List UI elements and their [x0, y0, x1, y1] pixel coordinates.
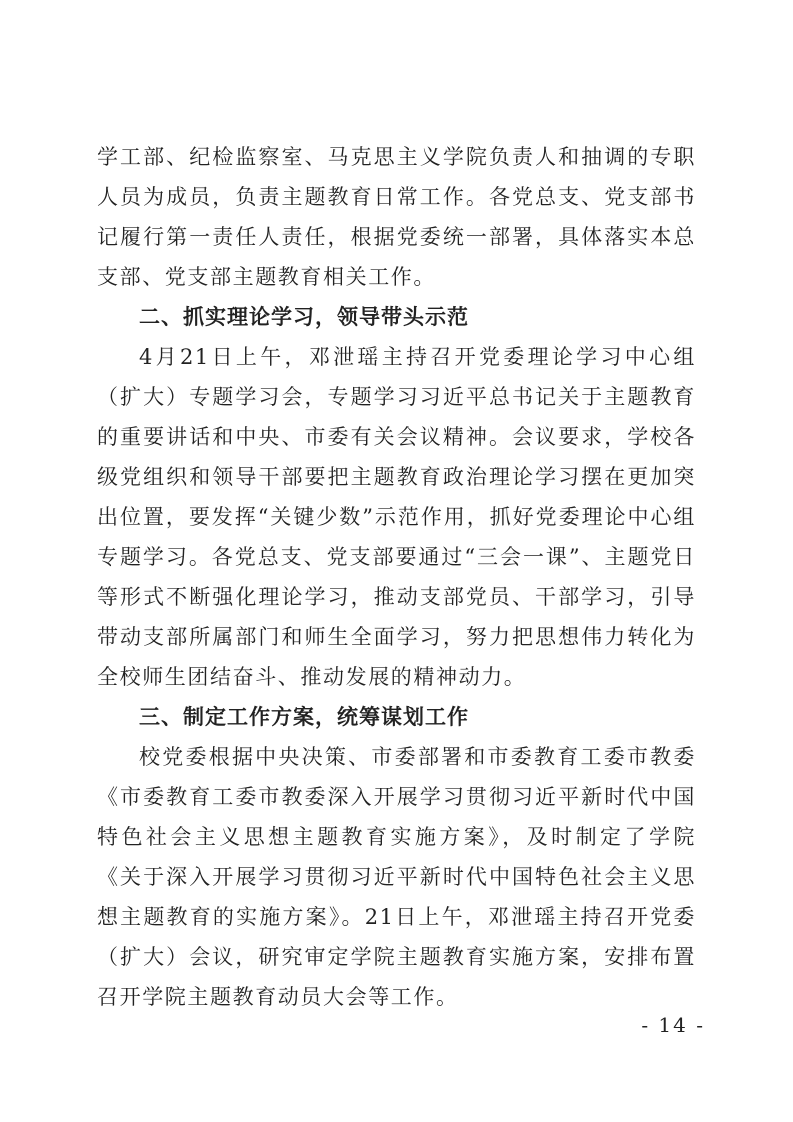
paragraph-continuation: 学工部、纪检监察室、马克思主义学院负责人和抽调的专职人员为成员，负责主题教育日常工作。各党总支、党支部书记履行第一责任人责任，根据党委统一部署，具体落实本总支部、党支部主题教育相关工作。 [97, 145, 696, 289]
section-heading-2: 二、抓实理论学习，领导带头示范 [139, 305, 469, 329]
document-body [97, 137, 696, 1017]
paragraph-work-plan: 校党委根据中央决策、市委部署和市委教育工委市教委《市委教育工委市教委深入开展学习贯彻习近平新时代中国特色社会主义思想主题教育实施方案》，及时制定了学院《关于深入开展学习贯彻习近平新时代中国特色社会主义思想主题教育的实施方案》。21日上午，邓泄瑶主持召开党委（扩大）会议，研究审定学院主题教育实施方案，安排布置召开学院主题教育动员大会等工作。 [97, 745, 696, 1009]
page-number: - 14 - [641, 1013, 705, 1037]
section-heading-3: 三、制定工作方案，统筹谋划工作 [139, 705, 469, 729]
paragraph-theory-study: 4月21日上午，邓泄瑶主持召开党委理论学习中心组（扩大）专题学习会，专题学习习近平总书记关于主题教育的重要讲话和中央、市委有关会议精神。会议要求，学校各级党组织和领导干部要把主题教育政治理论学习摆在更加突出位置，要发挥“关键少数”示范作用，抓好党委理论中心组专题学习。各党总支、党支部要通过“三会一课”、主题党日等形式不断强化理论学习，推动支部党员、干部学习，引导带动支部所属部门和师生全面学习，努力把思想伟力转化为全校师生团结奋斗、推动发展的精神动力。 [97, 345, 696, 689]
